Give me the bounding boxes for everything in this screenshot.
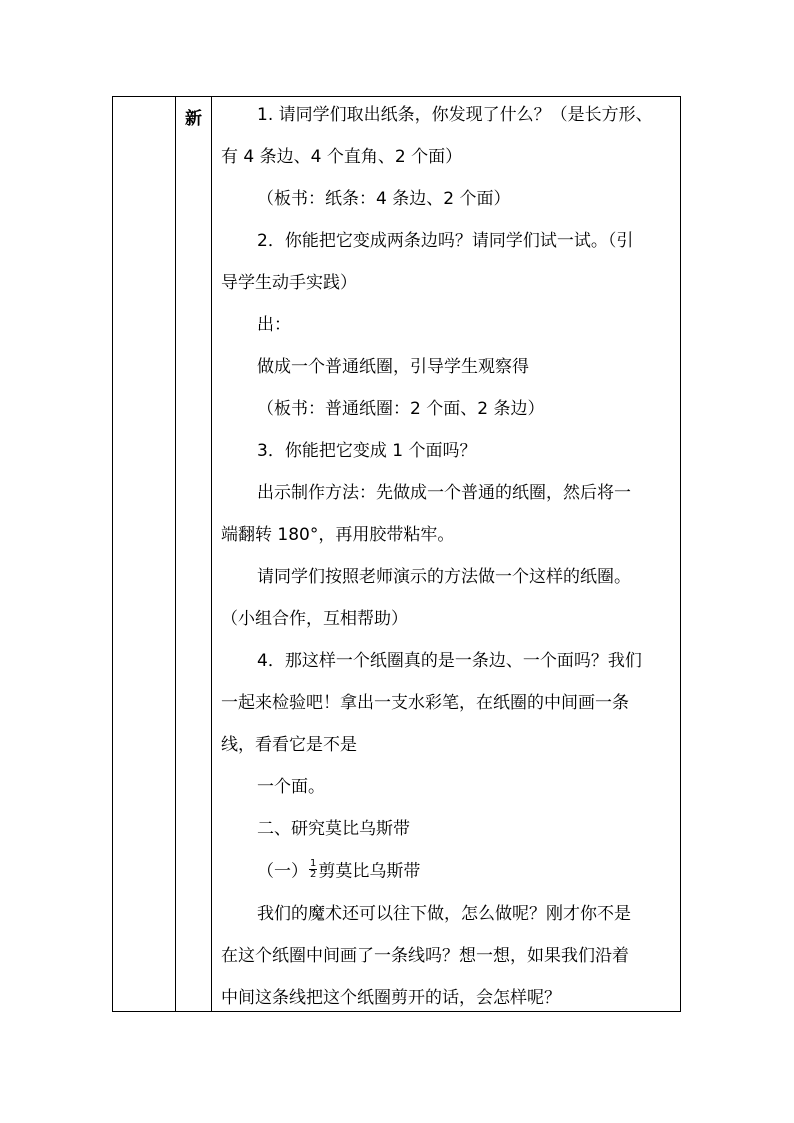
paragraph-5: 做成一个普通纸圈，引导学生观察得 [257,357,529,377]
paragraph-9-line-2: （小组合作，互相帮助） [221,609,408,629]
paragraph-9-line-1: 请同学们按照老师演示的方法做一个这样的纸圈。 [257,567,631,587]
subheading-prefix: （一） [257,861,308,882]
paragraph-10-line-2: 一起来检验吧！拿出一支水彩笔，在纸圈的中间画一条 [221,693,629,713]
subheading-suffix: 剪莫比乌斯带 [318,861,421,882]
paragraph-8-line-1: 出示制作方法：先做成一个普通的纸圈，然后将一 [257,483,631,503]
paragraph-10-line-3: 线，看看它是不是 [221,735,357,755]
paragraph-8-line-2: 端翻转 180°，再用胶带粘牢。 [221,525,455,545]
paragraph-1-line-2: 有 4 条边、4 个直角、2 个面） [221,147,463,167]
fraction-numerator: 1 [310,858,317,869]
paragraph-2: （板书：纸条：4 条边、2 个面） [257,189,511,209]
paragraph-14-line-1: 我们的魔术还可以往下做，怎么做呢？刚才你不是 [257,904,631,924]
paragraph-1-line-1: 1. 请同学们取出纸条，你发现了什么？（是长方形、 [257,105,653,125]
paragraph-6: （板书：普通纸圈：2 个面、2 条边） [257,399,545,419]
paragraph-3-line-2: 导学生动手实践） [221,273,357,293]
fraction-denominator: 2 [310,869,317,880]
paragraph-14-line-3: 中间这条线把这个纸圈剪开的话，会怎样呢？ [221,988,561,1008]
stage-label: 新 [176,97,212,1012]
paragraph-11: 一个面。 [257,777,325,797]
fraction-half [309,859,317,880]
paragraph-13-subheading [221,858,672,882]
paragraph-14-line-2: 在这个纸圈中间画了一条线吗？想一想，如果我们沿着 [221,946,629,966]
paragraph-4: 出： [257,315,291,335]
empty-cell [113,97,176,1012]
paragraph-10-line-1: 4．那这样一个纸圈真的是一条边、一个面吗？我们 [257,651,642,671]
table-row [113,97,681,1012]
paragraph-12-heading: 二、研究莫比乌斯带 [257,819,410,839]
lesson-plan-table [112,96,681,1012]
paragraph-3-line-1: 2．你能把它变成两条边吗？请同学们试一试。（引 [257,231,634,251]
content-cell [212,97,681,1012]
paragraph-7: 3．你能把它变成 1 个面吗？ [257,441,477,461]
